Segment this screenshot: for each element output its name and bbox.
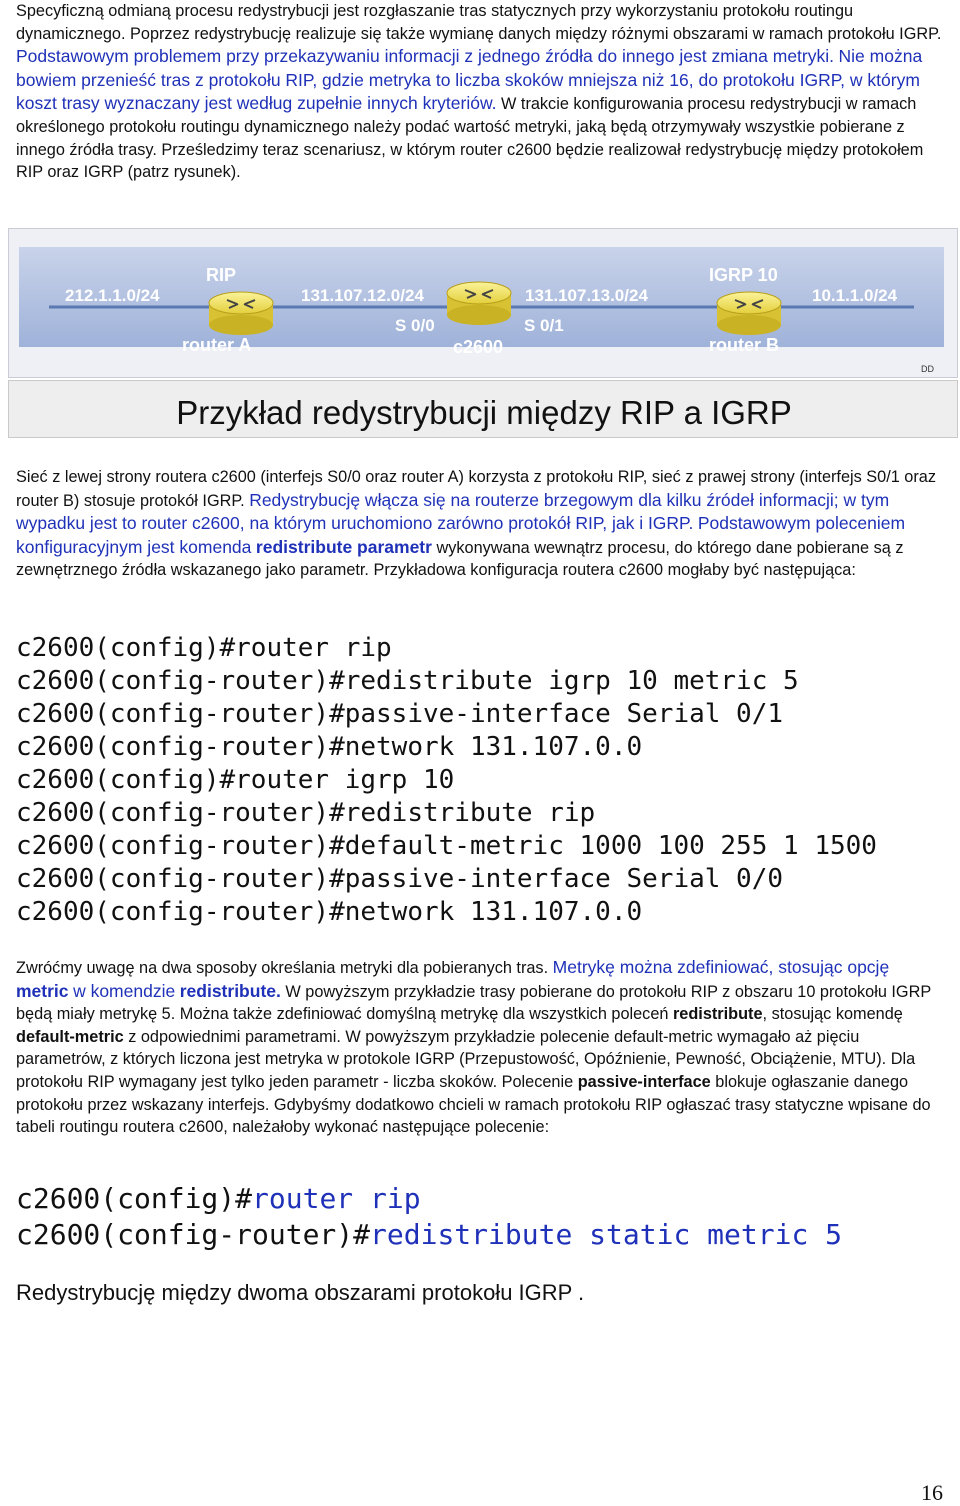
router-b-label: router B	[709, 335, 780, 355]
redistribute-command: redistribute parametr	[255, 536, 432, 557]
redistribute-keyword: redistribute.	[179, 980, 281, 1001]
redistribute-bold: redistribute	[672, 1005, 763, 1024]
router-c2600-label: c2600	[453, 337, 504, 357]
explanation-paragraph	[16, 466, 946, 582]
config-line: c2600(config-router)#passive-interface Serial 0/1	[16, 699, 784, 729]
config-block-1	[16, 632, 877, 929]
interface-right-label: S 0/1	[524, 316, 564, 335]
page-number: 16	[921, 1480, 943, 1505]
router-c2600-icon	[447, 282, 511, 325]
config-line: c2600(config)#router igrp 10	[16, 765, 455, 795]
config-line: c2600(config-router)#redistribute rip	[16, 798, 596, 828]
p2-sentence-1: Sieć z lewej strony routera c2600 (interfejs S0/0 oraz router A) korzysta z protokołu RIP, sieć z prawej strony (interfejs S0/1 oraz router B) stosuje protokół IGRP.	[16, 468, 936, 510]
router-a-label: router A	[182, 335, 252, 355]
interface-left-label: S 0/0	[395, 316, 435, 335]
figure-caption-box	[8, 380, 958, 438]
config-command: router rip	[252, 1182, 421, 1215]
network-diagram	[8, 228, 958, 378]
p3-sentence-2c: w komendzie	[73, 980, 176, 1001]
intro-sentence-2: Podstawowym problemem przy przekazywaniu informacji z jednego źródła do innego jest zmiana metryki.	[16, 46, 834, 67]
router-b-icon	[717, 292, 781, 335]
protocol-right-label: IGRP 10	[709, 265, 778, 285]
p3-sentence-3a: W powyższym przykładzie trasy pobierane do protokołu RIP z obszaru 10 protokołu IGRP będą miały metrykę 5. Można także zdefiniować domyślną metrykę dla wszystkich poleceń	[16, 982, 931, 1024]
p2-sentence-4: wykonywana wewnątrz procesu, do którego dane pobierane są z zewnętrznego źródła wskazanego jako parametr. Przykładowa konfiguracja routera c2600 mogłaby być następująca:	[16, 538, 904, 580]
watermark: DD	[921, 364, 934, 374]
network-3-label: 131.107.13.0/24	[525, 286, 648, 305]
section-heading: Redystrybucję między dwoma obszarami protokołu IGRP .	[16, 1280, 585, 1305]
metric-keyword: metric	[16, 980, 69, 1001]
router-a-icon	[209, 292, 273, 335]
p3-sentence-3e: z odpowiednimi parametrami. W powyższym przykładzie polecenie default-metric wymagało aż pięciu parametrów, z których liczona jest metryka w protokole IGRP (Przepustowość, Opóźnienie, Pewność, Obciążenie, MTU). Dla protokołu RIP wymagany jest tylko jeden parametr - liczba skoków. Polecenie	[16, 1027, 916, 1091]
config-line: c2600(config-router)#passive-interface Serial 0/0	[16, 864, 784, 894]
intro-sentence-1: Specyficzną odmianą procesu redystrybucji jest rozgłaszanie tras statycznych przy wykorzystaniu protokołu routingu dynamicznego. Poprzez redystrybucję realizuje się także wymianę danych między różnymi obszarami w ramach protokołu IGRP.	[16, 2, 942, 43]
metric-paragraph	[16, 956, 946, 1139]
config-line: c2600(config)#router rip	[16, 633, 392, 663]
p3-sentence-1: Zwróćmy uwagę na dwa sposoby określania metryki dla pobieranych tras.	[16, 959, 549, 977]
config-line	[16, 1217, 842, 1253]
intro-sentence-3: Nie można bowiem przenieść tras z protokołu RIP, gdzie metryka to liczba skoków mniejsza niż 16, do protokołu IGRP, w którym koszt trasy wyznaczany jest według zupełnie innych kryteriów.	[16, 46, 923, 114]
p2-sentence-2: Redystrybucję włącza się na routerze brzegowym dla kilku źródeł informacji; w tym wypadku jest to router c2600, na którym uruchomiono zarówno protokół RIP, jak i IGRP.	[16, 489, 890, 534]
p3-sentence-3c: , stosując komendę	[762, 1005, 903, 1024]
network-1-label: 212.1.1.0/24	[65, 286, 160, 305]
config-command: redistribute static metric 5	[370, 1218, 843, 1251]
p2-sentence-3: Podstawowym poleceniem konfiguracyjnym jest komenda	[16, 513, 906, 557]
config-line	[16, 1181, 842, 1217]
config-line: c2600(config-router)#network 131.107.0.0	[16, 897, 643, 927]
config-block-2	[16, 1181, 842, 1253]
config-line: c2600(config-router)#network 131.107.0.0	[16, 732, 643, 762]
config-prompt: c2600(config)#	[16, 1182, 253, 1215]
config-prompt: c2600(config-router)#	[16, 1218, 371, 1251]
figure-caption: Przykład redystrybucji między RIP a IGRP	[176, 394, 792, 431]
intro-sentence-4: W trakcie konfigurowania procesu redystrybucji w ramach określonego protokołu routingu dynamicznego należy podać wartość metryki, jaką będą otrzymywały wszystkie pobierane z innego źródła trasy. Prześledzimy teraz scenariusz, w którym router c2600 będzie realizował redystrybucję między protokołem RIP oraz IGRP (patrz rysunek).	[16, 95, 924, 182]
network-2-label: 131.107.12.0/24	[301, 286, 424, 305]
config-line: c2600(config-router)#default-metric 1000 100 255 1 1500	[16, 831, 877, 861]
passive-interface-bold: passive-interface	[577, 1072, 711, 1091]
p3-sentence-2a: Metrykę można zdefiniować, stosując opcję	[552, 957, 890, 977]
p3-sentence-3g: blokuje ogłaszanie danego protokołu przez wskazany interfejs. Gdybyśmy dodatkowo chcieli w ramach protokołu RIP ogłaszać trasy statyczne wpisane do tabeli routingu routera c2600, należałoby wykonać następujące polecenie:	[16, 1072, 931, 1137]
protocol-left-label: RIP	[206, 265, 237, 285]
network-diagram-svg	[9, 229, 959, 379]
config-line: c2600(config-router)#redistribute igrp 10 metric 5	[16, 666, 799, 696]
network-4-label: 10.1.1.0/24	[812, 286, 898, 305]
default-metric-bold: default-metric	[16, 1027, 124, 1046]
intro-paragraph	[16, 0, 946, 184]
network-figure	[8, 228, 958, 439]
